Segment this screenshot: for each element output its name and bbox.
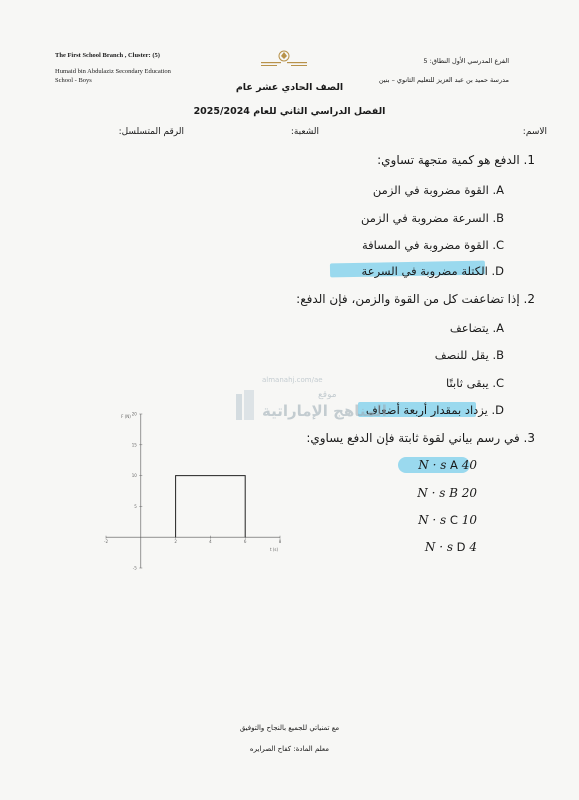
school-name-en-line2: School - Boys — [55, 77, 92, 84]
question-number: 2. — [523, 292, 535, 306]
school-name-ar: مدرسة حميد بن عبد العزيز للتعليم الثانوي – بنين — [378, 76, 509, 84]
option-letter: B — [449, 486, 458, 500]
option-letter: A. — [492, 183, 504, 197]
option-text: 4 N · s — [424, 540, 477, 554]
name-field-label: الاسم: — [522, 127, 547, 137]
serial-field-label: الرقم المتسلسل: — [118, 127, 184, 137]
option-text: يزداد بمقدار أربعة أضعاف — [365, 403, 488, 417]
question-text: في رسم بياني لقوة ثابتة فإن الدفع يساوي: — [306, 431, 520, 445]
question-1 — [377, 153, 535, 167]
x-tick-label: -2 — [104, 539, 108, 545]
option-text: 10 N · s — [418, 513, 477, 527]
x-tick-label: 8 — [278, 539, 282, 545]
option-letter: A — [450, 458, 458, 472]
question-text: إذا تضاعفت كل من القوة والزمن، فإن الدفع: — [296, 292, 520, 306]
branch-cluster-text: The First School Branch , Cluster: (5) — [55, 52, 160, 59]
q2-option-b[interactable] — [435, 348, 504, 362]
option-letter: C. — [492, 238, 504, 252]
option-letter: C — [449, 513, 458, 527]
option-text: القوة مضروبة في الزمن — [372, 183, 489, 197]
x-axis-label: t (s) — [269, 547, 279, 553]
force-time-graph — [100, 408, 300, 573]
option-letter: B. — [492, 211, 504, 225]
question-2 — [296, 292, 535, 306]
x-tick-label: 6 — [243, 539, 247, 545]
q1-option-c[interactable] — [362, 238, 504, 252]
school-name-en-line1: Humaid bin Abdulaziz Secondary Education — [55, 68, 171, 75]
force-pulse-line — [176, 476, 246, 538]
branch-zone-ar: الفرع المدرسي الأول النطاق: 5 — [423, 57, 509, 65]
option-text: يقل للنصف — [434, 348, 489, 362]
option-letter: B. — [492, 348, 504, 362]
q1-option-b[interactable] — [361, 211, 504, 225]
footer-wish: مع تمنياتي للجميع بالنجاح والتوفيق — [239, 724, 340, 732]
question-number: 1. — [523, 153, 535, 167]
semester-title: الفصل الدراسي الثاني للعام 2025/2024 — [193, 106, 386, 117]
option-letter: D. — [491, 403, 504, 417]
ministry-emblem-icon — [258, 50, 310, 68]
q3-option-c[interactable] — [418, 513, 477, 527]
watermark-line2: المناهج الإماراتية — [262, 402, 387, 420]
q3-option-a[interactable] — [418, 458, 477, 472]
y-tick-label: 15 — [131, 442, 137, 448]
option-text: 20 N · s — [417, 486, 477, 500]
x-tick-label: 2 — [174, 539, 177, 545]
option-text: يبقى ثابتًا — [446, 376, 489, 390]
option-text: القوة مضروبة في المسافة — [361, 238, 489, 252]
q2-option-a[interactable] — [450, 321, 504, 335]
q3-option-b[interactable] — [417, 486, 477, 500]
x-tick-label: 4 — [209, 539, 212, 545]
y-tick-label: 10 — [131, 473, 137, 479]
option-text: الكتلة مضروبة في السرعة — [361, 264, 488, 278]
q2-option-c[interactable] — [446, 376, 504, 390]
y-tick-label: 20 — [131, 411, 137, 417]
option-text: يتضاعف — [449, 321, 489, 335]
section-field-label: الشعبة: — [290, 127, 319, 137]
question-3 — [306, 431, 535, 445]
grade-title: الصف الحادي عشر عام — [235, 82, 344, 93]
option-text: 40 N · s — [418, 458, 477, 472]
option-letter: D — [456, 540, 466, 554]
option-text: السرعة مضروبة في الزمن — [361, 211, 489, 225]
q1-option-d[interactable] — [362, 264, 504, 278]
y-tick-label: -5 — [132, 565, 137, 571]
option-letter: C. — [492, 376, 504, 390]
y-tick-label: 5 — [134, 503, 137, 509]
q3-option-d[interactable] — [425, 540, 477, 554]
watermark-url: almanahj.com/ae — [262, 376, 323, 384]
watermark-line1: موقع — [318, 390, 337, 400]
footer-teacher: معلم المادة: كفاح الصرايره — [249, 745, 330, 753]
option-letter: D. — [491, 264, 504, 278]
option-letter: A. — [492, 321, 504, 335]
y-axis-label: F (N) — [121, 414, 131, 419]
question-number: 3. — [523, 431, 535, 445]
q1-option-a[interactable] — [373, 183, 504, 197]
question-text: الدفع هو كمية متجهة تساوي: — [377, 153, 520, 167]
